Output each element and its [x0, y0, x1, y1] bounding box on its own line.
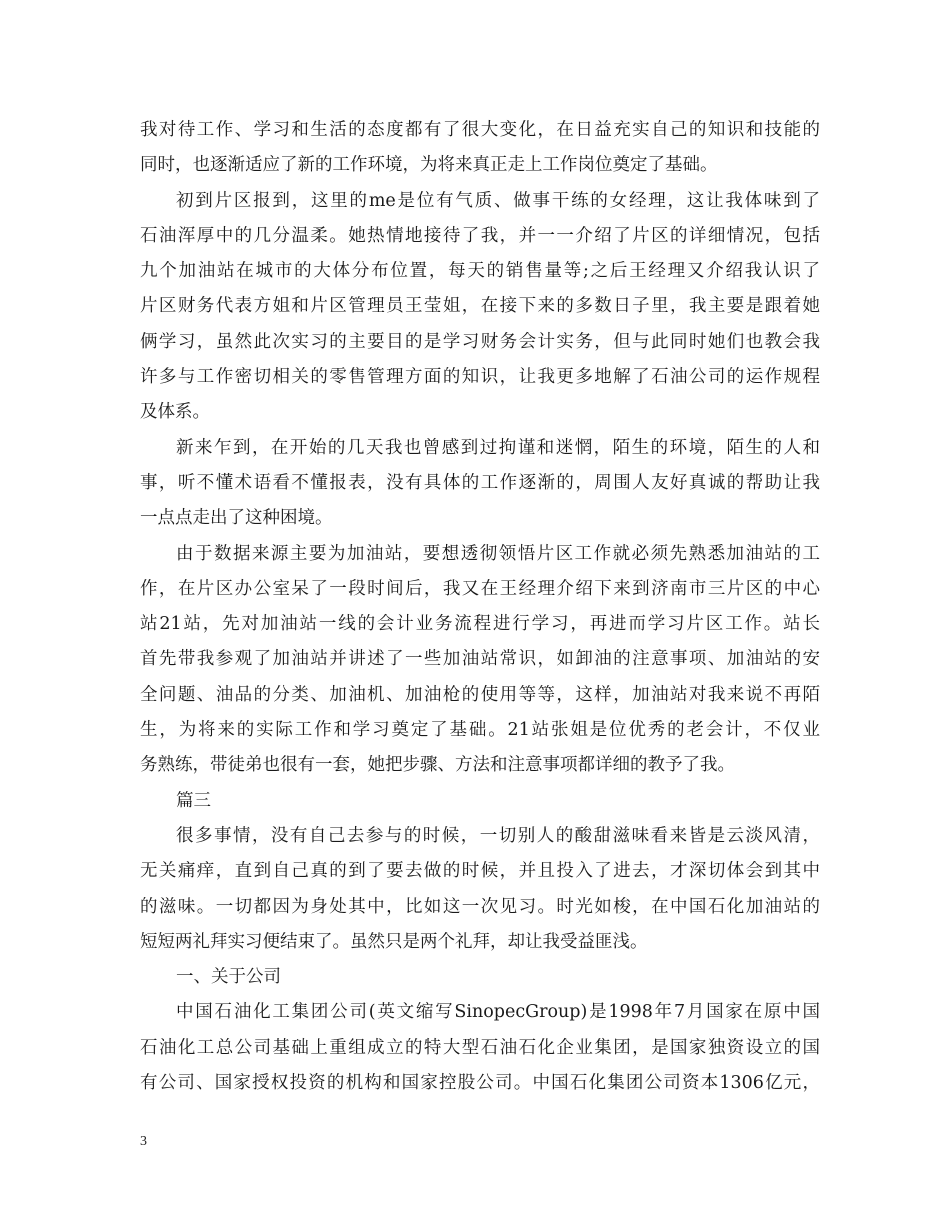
text-line: 站21站，先对加油站一线的会计业务流程进行学习，再进而学习片区工作。站长 — [140, 614, 820, 635]
text-line: 务熟练，带徒弟也很有一套，她把步骤、方法和注意事项都详细的教予了我。 — [140, 755, 735, 776]
text-line: 由于数据来源主要为加油站，要想透彻领悟片区工作就必须先熟悉加油站的工 — [176, 543, 820, 564]
text-line: 及体系。 — [140, 402, 210, 423]
text-line: 一、关于公司 — [176, 967, 281, 988]
text-line: 生，为将来的实际工作和学习奠定了基础。21站张姐是位优秀的老会计，不仅业 — [140, 720, 820, 741]
page-number: 3 — [140, 1134, 147, 1149]
text-line: 许多与工作密切相关的零售管理方面的知识，让我更多地解了石油公司的运作规程 — [140, 367, 820, 388]
text-line: 的滋味。一切都因为身处其中，比如这一次见习。时光如梭，在中国石化加油站的 — [140, 896, 820, 917]
text-line: 全问题、油品的分类、加油机、加油枪的使用等等，这样，加油站对我来说不再陌 — [140, 684, 820, 705]
text-line: 我对待工作、学习和生活的态度都有了很大变化，在日益充实自己的知识和技能的 — [140, 120, 820, 140]
text-line: 篇三 — [176, 790, 211, 811]
text-line: 石油浑厚中的几分温柔。她热情地接待了我，并一一介绍了片区的详细情况，包括 — [140, 225, 820, 246]
text-line: 无关痛痒，直到自己真的到了要去做的时候，并且投入了进去，才深切体会到其中 — [140, 861, 820, 882]
body-text — [140, 113, 820, 1101]
text-line: 同时，也逐渐适应了新的工作环境，为将来真正走上工作岗位奠定了基础。 — [140, 155, 718, 176]
text-line: 九个加油站在城市的大体分布位置，每天的销售量等;之后王经理又介绍我认识了 — [140, 261, 820, 282]
text-line: 一点点走出了这种困境。 — [140, 508, 333, 529]
text-line: 中国石油化工集团公司(英文缩写SinopecGroup)是1998年7月国家在原中国 — [176, 1002, 820, 1023]
text-line: 作，在片区办公室呆了一段时间后，我又在王经理介绍下来到济南市三片区的中心 — [140, 578, 820, 599]
text-line: 新来乍到，在开始的几天我也曾感到过拘谨和迷惘，陌生的环境，陌生的人和 — [176, 437, 820, 458]
text-line: 片区财务代表方姐和片区管理员王莹姐，在接下来的多数日子里，我主要是跟着她 — [140, 296, 820, 317]
text-line: 短短两礼拜实习便结束了。虽然只是两个礼拜，却让我受益匪浅。 — [140, 931, 648, 952]
text-line: 石油化工总公司基础上重组成立的特大型石油石化企业集团，是国家独资设立的国 — [140, 1037, 820, 1058]
text-line: 有公司、国家授权投资的机构和国家控股公司。中国石化集团公司资本1306亿元， — [140, 1073, 820, 1094]
text-line: 事，听不懂术语看不懂报表，没有具体的工作逐渐的，周围人友好真诚的帮助让我 — [140, 472, 820, 493]
text-line: 首先带我参观了加油站并讲述了一些加油站常识，如卸油的注意事项、加油站的安 — [140, 649, 820, 670]
text-line: 很多事情，没有自己去参与的时候，一切别人的酸甜滋味看来皆是云淡风清， — [176, 825, 820, 846]
text-line: 初到片区报到，这里的me是位有气质、做事干练的女经理，这让我体味到了 — [176, 190, 820, 211]
text-line: 俩学习，虽然此次实习的主要目的是学习财务会计实务，但与此同时她们也教会我 — [140, 331, 820, 352]
